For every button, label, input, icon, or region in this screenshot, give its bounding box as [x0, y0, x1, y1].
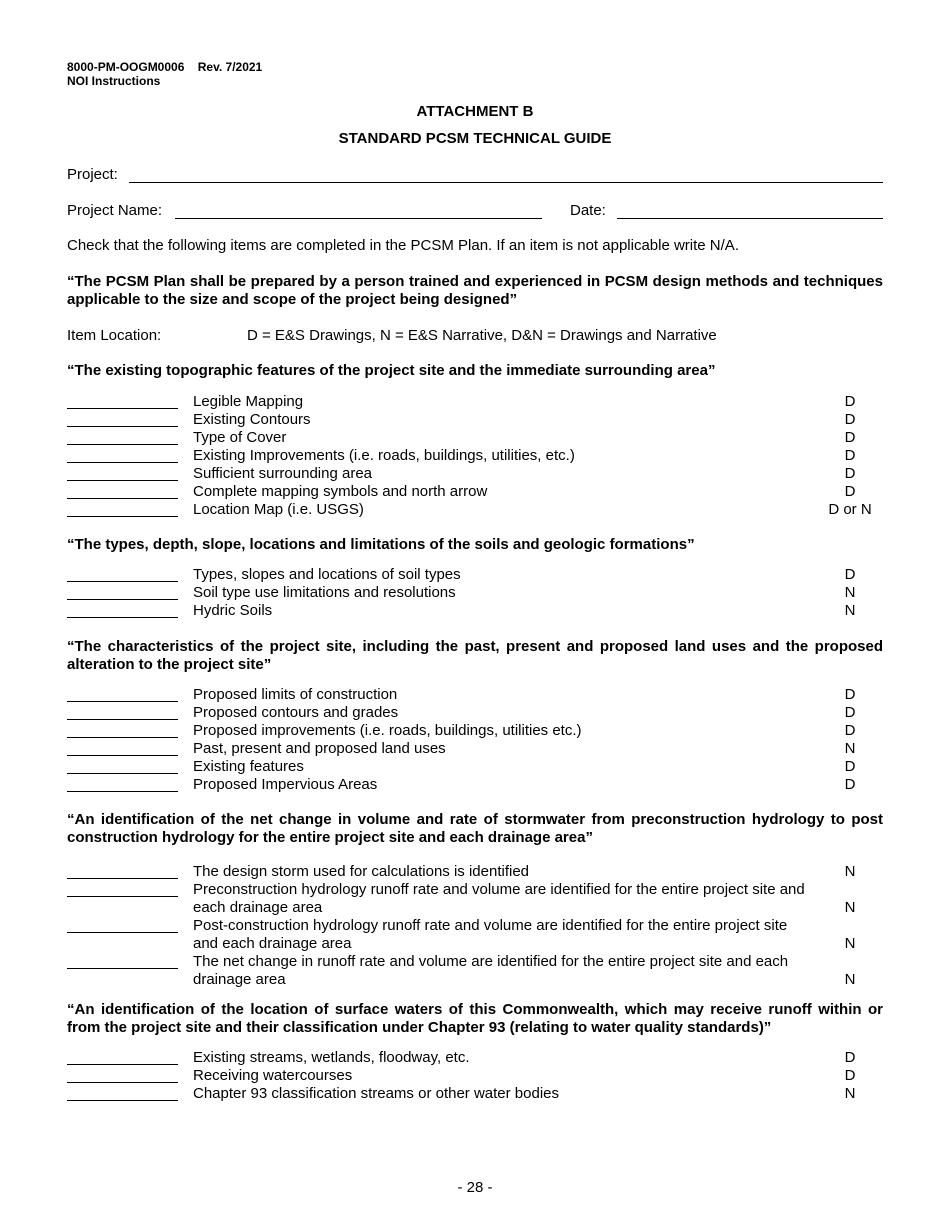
- check-blank[interactable]: [67, 617, 178, 618]
- check-blank[interactable]: [67, 462, 178, 463]
- check-blank[interactable]: [67, 1082, 178, 1083]
- check-blank[interactable]: [67, 932, 178, 933]
- item-label: Legible Mapping: [193, 393, 304, 410]
- page-number: - 28 -: [457, 1179, 493, 1196]
- item-label: Existing Improvements (i.e. roads, buildings, utilities, etc.): [193, 447, 575, 464]
- item-code: N: [844, 584, 856, 601]
- item-code: D: [844, 465, 856, 482]
- item-label: Proposed Impervious Areas: [193, 776, 378, 793]
- section-heading: “The existing topographic features of the project site and the immediate surrounding area”: [67, 362, 716, 379]
- date-label: Date:: [570, 202, 606, 219]
- check-blank[interactable]: [67, 599, 178, 600]
- item-label: Hydric Soils: [193, 602, 273, 619]
- item-label: Past, present and proposed land uses: [193, 740, 446, 757]
- check-blank[interactable]: [67, 701, 178, 702]
- check-blank[interactable]: [67, 1100, 178, 1101]
- item-code: D: [844, 1067, 856, 1084]
- check-blank[interactable]: [67, 408, 178, 409]
- item-label: Proposed contours and grades: [193, 704, 399, 721]
- project-label: Project:: [67, 166, 118, 183]
- item-label: Post-construction hydrology runoff rate and volume are identified for the entire project site and each drainage area: [193, 917, 788, 952]
- attachment-title: ATTACHMENT B: [416, 103, 534, 120]
- revision: Rev. 7/2021: [197, 60, 263, 74]
- form-header: [67, 60, 262, 88]
- item-label: Type of Cover: [193, 429, 287, 446]
- item-label: Receiving watercourses: [193, 1067, 353, 1084]
- check-blank[interactable]: [67, 498, 178, 499]
- check-blank[interactable]: [67, 480, 178, 481]
- item-code: D: [844, 429, 856, 446]
- section-heading: “The characteristics of the project site, including the past, present and proposed land uses and the proposed alteration to the project site”: [67, 638, 883, 673]
- check-blank[interactable]: [67, 878, 178, 879]
- check-blank[interactable]: [67, 516, 178, 517]
- instruction-text: Check that the following items are completed in the PCSM Plan. If an item is not applicable write N/A.: [67, 237, 739, 254]
- check-blank[interactable]: [67, 444, 178, 445]
- item-label: Preconstruction hydrology runoff rate and volume are identified for the entire project site and each drainage area: [193, 881, 805, 916]
- item-code: D: [844, 566, 856, 583]
- item-label: Soil type use limitations and resolutions: [193, 584, 456, 601]
- item-code: D: [844, 704, 856, 721]
- section-heading: “The types, depth, slope, locations and limitations of the soils and geologic formations”: [67, 536, 695, 553]
- item-label: Existing Contours: [193, 411, 311, 428]
- item-code: N: [844, 1085, 856, 1102]
- item-code: D: [844, 483, 856, 500]
- project-name-field[interactable]: [175, 218, 542, 219]
- check-blank[interactable]: [67, 968, 178, 969]
- item-location-label: Item Location:: [67, 327, 162, 344]
- item-code: N: [844, 602, 856, 619]
- item-code: N: [844, 740, 856, 757]
- check-blank[interactable]: [67, 755, 178, 756]
- item-code: D: [844, 686, 856, 703]
- item-label: Sufficient surrounding area: [193, 465, 373, 482]
- check-blank[interactable]: [67, 1064, 178, 1065]
- item-label: Chapter 93 classification streams or other water bodies: [193, 1085, 560, 1102]
- project-field[interactable]: [129, 182, 883, 183]
- guide-title: STANDARD PCSM TECHNICAL GUIDE: [338, 130, 612, 147]
- item-label: Location Map (i.e. USGS): [193, 501, 364, 518]
- item-code: D: [844, 1049, 856, 1066]
- check-blank[interactable]: [67, 896, 178, 897]
- item-label: The design storm used for calculations is identified: [193, 863, 530, 880]
- date-field[interactable]: [617, 218, 883, 219]
- item-code: D: [844, 776, 856, 793]
- item-label: Proposed limits of construction: [193, 686, 398, 703]
- item-label: Complete mapping symbols and north arrow: [193, 483, 488, 500]
- section-heading: “An identification of the location of surface waters of this Commonwealth, which may receive runoff within or from the project site and their classification under Chapter 93 (relating to water quality standards)”: [67, 1001, 883, 1036]
- form-id-line: [67, 60, 262, 74]
- item-label: The net change in runoff rate and volume are identified for the entire project site and each drainage area: [193, 953, 789, 988]
- check-blank[interactable]: [67, 719, 178, 720]
- item-label: Proposed improvements (i.e. roads, buildings, utilities etc.): [193, 722, 582, 739]
- section-heading: “An identification of the net change in volume and rate of stormwater from preconstruction hydrology to post construction hydrology for the entire project site and each drainage area”: [67, 811, 883, 846]
- item-code: D: [844, 758, 856, 775]
- check-blank[interactable]: [67, 581, 178, 582]
- item-location-legend: D = E&S Drawings, N = E&S Narrative, D&N = Drawings and Narrative: [247, 327, 717, 344]
- check-blank[interactable]: [67, 773, 178, 774]
- form-number: 8000-PM-OOGM0006: [67, 60, 185, 74]
- item-code: D: [844, 722, 856, 739]
- item-label: Existing streams, wetlands, floodway, etc.: [193, 1049, 470, 1066]
- item-code: D: [844, 447, 856, 464]
- check-blank[interactable]: [67, 737, 178, 738]
- doc-name: NOI Instructions: [67, 74, 161, 88]
- item-code: D: [844, 411, 856, 428]
- project-name-label: Project Name:: [67, 202, 163, 219]
- item-label: Types, slopes and locations of soil types: [193, 566, 461, 583]
- check-blank[interactable]: [67, 426, 178, 427]
- item-code: N: [844, 899, 856, 916]
- item-label: Existing features: [193, 758, 304, 775]
- item-code: N: [844, 971, 856, 988]
- check-blank[interactable]: [67, 791, 178, 792]
- item-code: D: [844, 393, 856, 410]
- item-code: N: [844, 935, 856, 952]
- item-code: N: [844, 863, 856, 880]
- requirement-text: “The PCSM Plan shall be prepared by a person trained and experienced in PCSM design methods and techniques applicable to the size and scope of the project being designed”: [67, 273, 883, 308]
- item-code: D or N: [828, 501, 872, 518]
